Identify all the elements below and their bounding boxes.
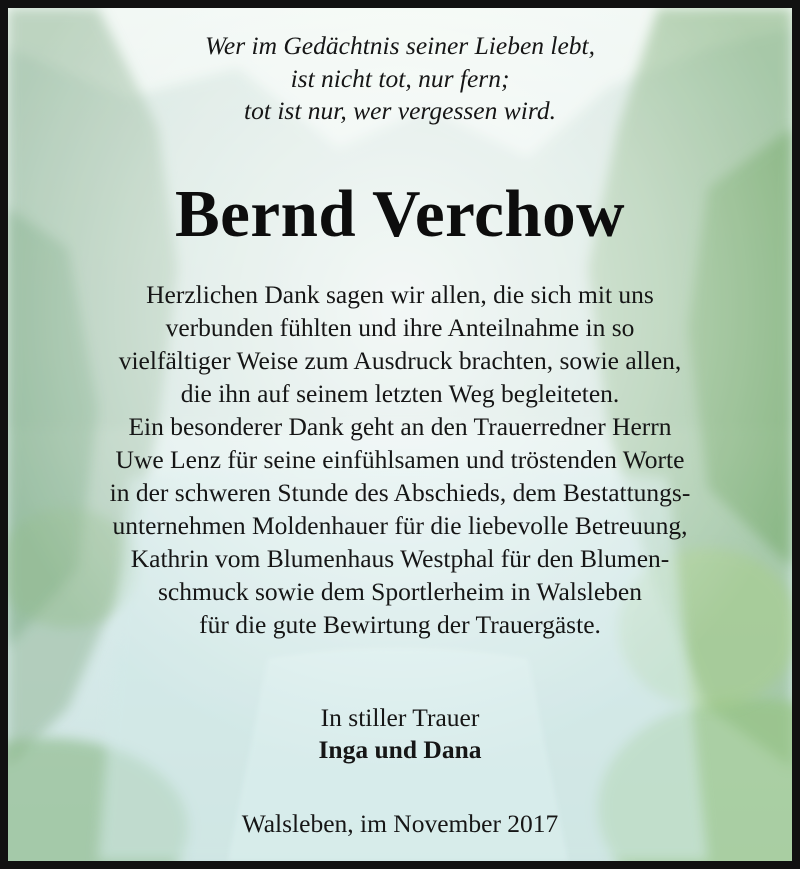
message-line: Herzlichen Dank sagen wir allen, die sich mit uns <box>146 280 654 309</box>
obituary-content <box>8 8 792 861</box>
thank-you-message <box>8 278 792 641</box>
message-line: unternehmen Moldenhauer für die liebevolle Betreuung, <box>112 511 688 540</box>
message-line: schmuck sowie dem Sportlerheim in Walsleben <box>157 577 642 606</box>
message-line: in der schweren Stunde des Abschieds, dem Bestattungs- <box>109 478 691 507</box>
message-line: die ihn auf seinem letzten Weg begleiteten. <box>180 379 620 408</box>
poem-line: tot ist nur, wer vergessen wird. <box>244 96 556 125</box>
message-line: Uwe Lenz für seine einfühlsamen und tröstenden Worte <box>115 445 685 474</box>
deceased-name: Bernd Verchow <box>174 177 626 251</box>
mourners-names: Inga und Dana <box>318 735 482 764</box>
message-line: Kathrin vom Blumenhaus Westphal für den Blumen- <box>130 544 670 573</box>
closing-block <box>8 702 792 766</box>
message-line: für die gute Bewirtung der Trauergäste. <box>199 610 601 639</box>
message-line: vielfältiger Weise zum Ausdruck brachten, sowie allen, <box>118 346 682 375</box>
closing-phrase: In stiller Trauer <box>320 703 480 732</box>
message-line: verbunden fühlten und ihre Anteilnahme in so <box>165 313 635 342</box>
poem-line: ist nicht tot, nur fern; <box>290 63 510 93</box>
memorial-poem <box>8 30 792 128</box>
poem-line: Wer im Gedächtnis seiner Lieben lebt, <box>205 31 595 60</box>
message-line: Ein besonderer Dank geht an den Trauerredner Herrn <box>128 412 672 441</box>
place-and-date: Walsleben, im November 2017 <box>241 809 559 838</box>
